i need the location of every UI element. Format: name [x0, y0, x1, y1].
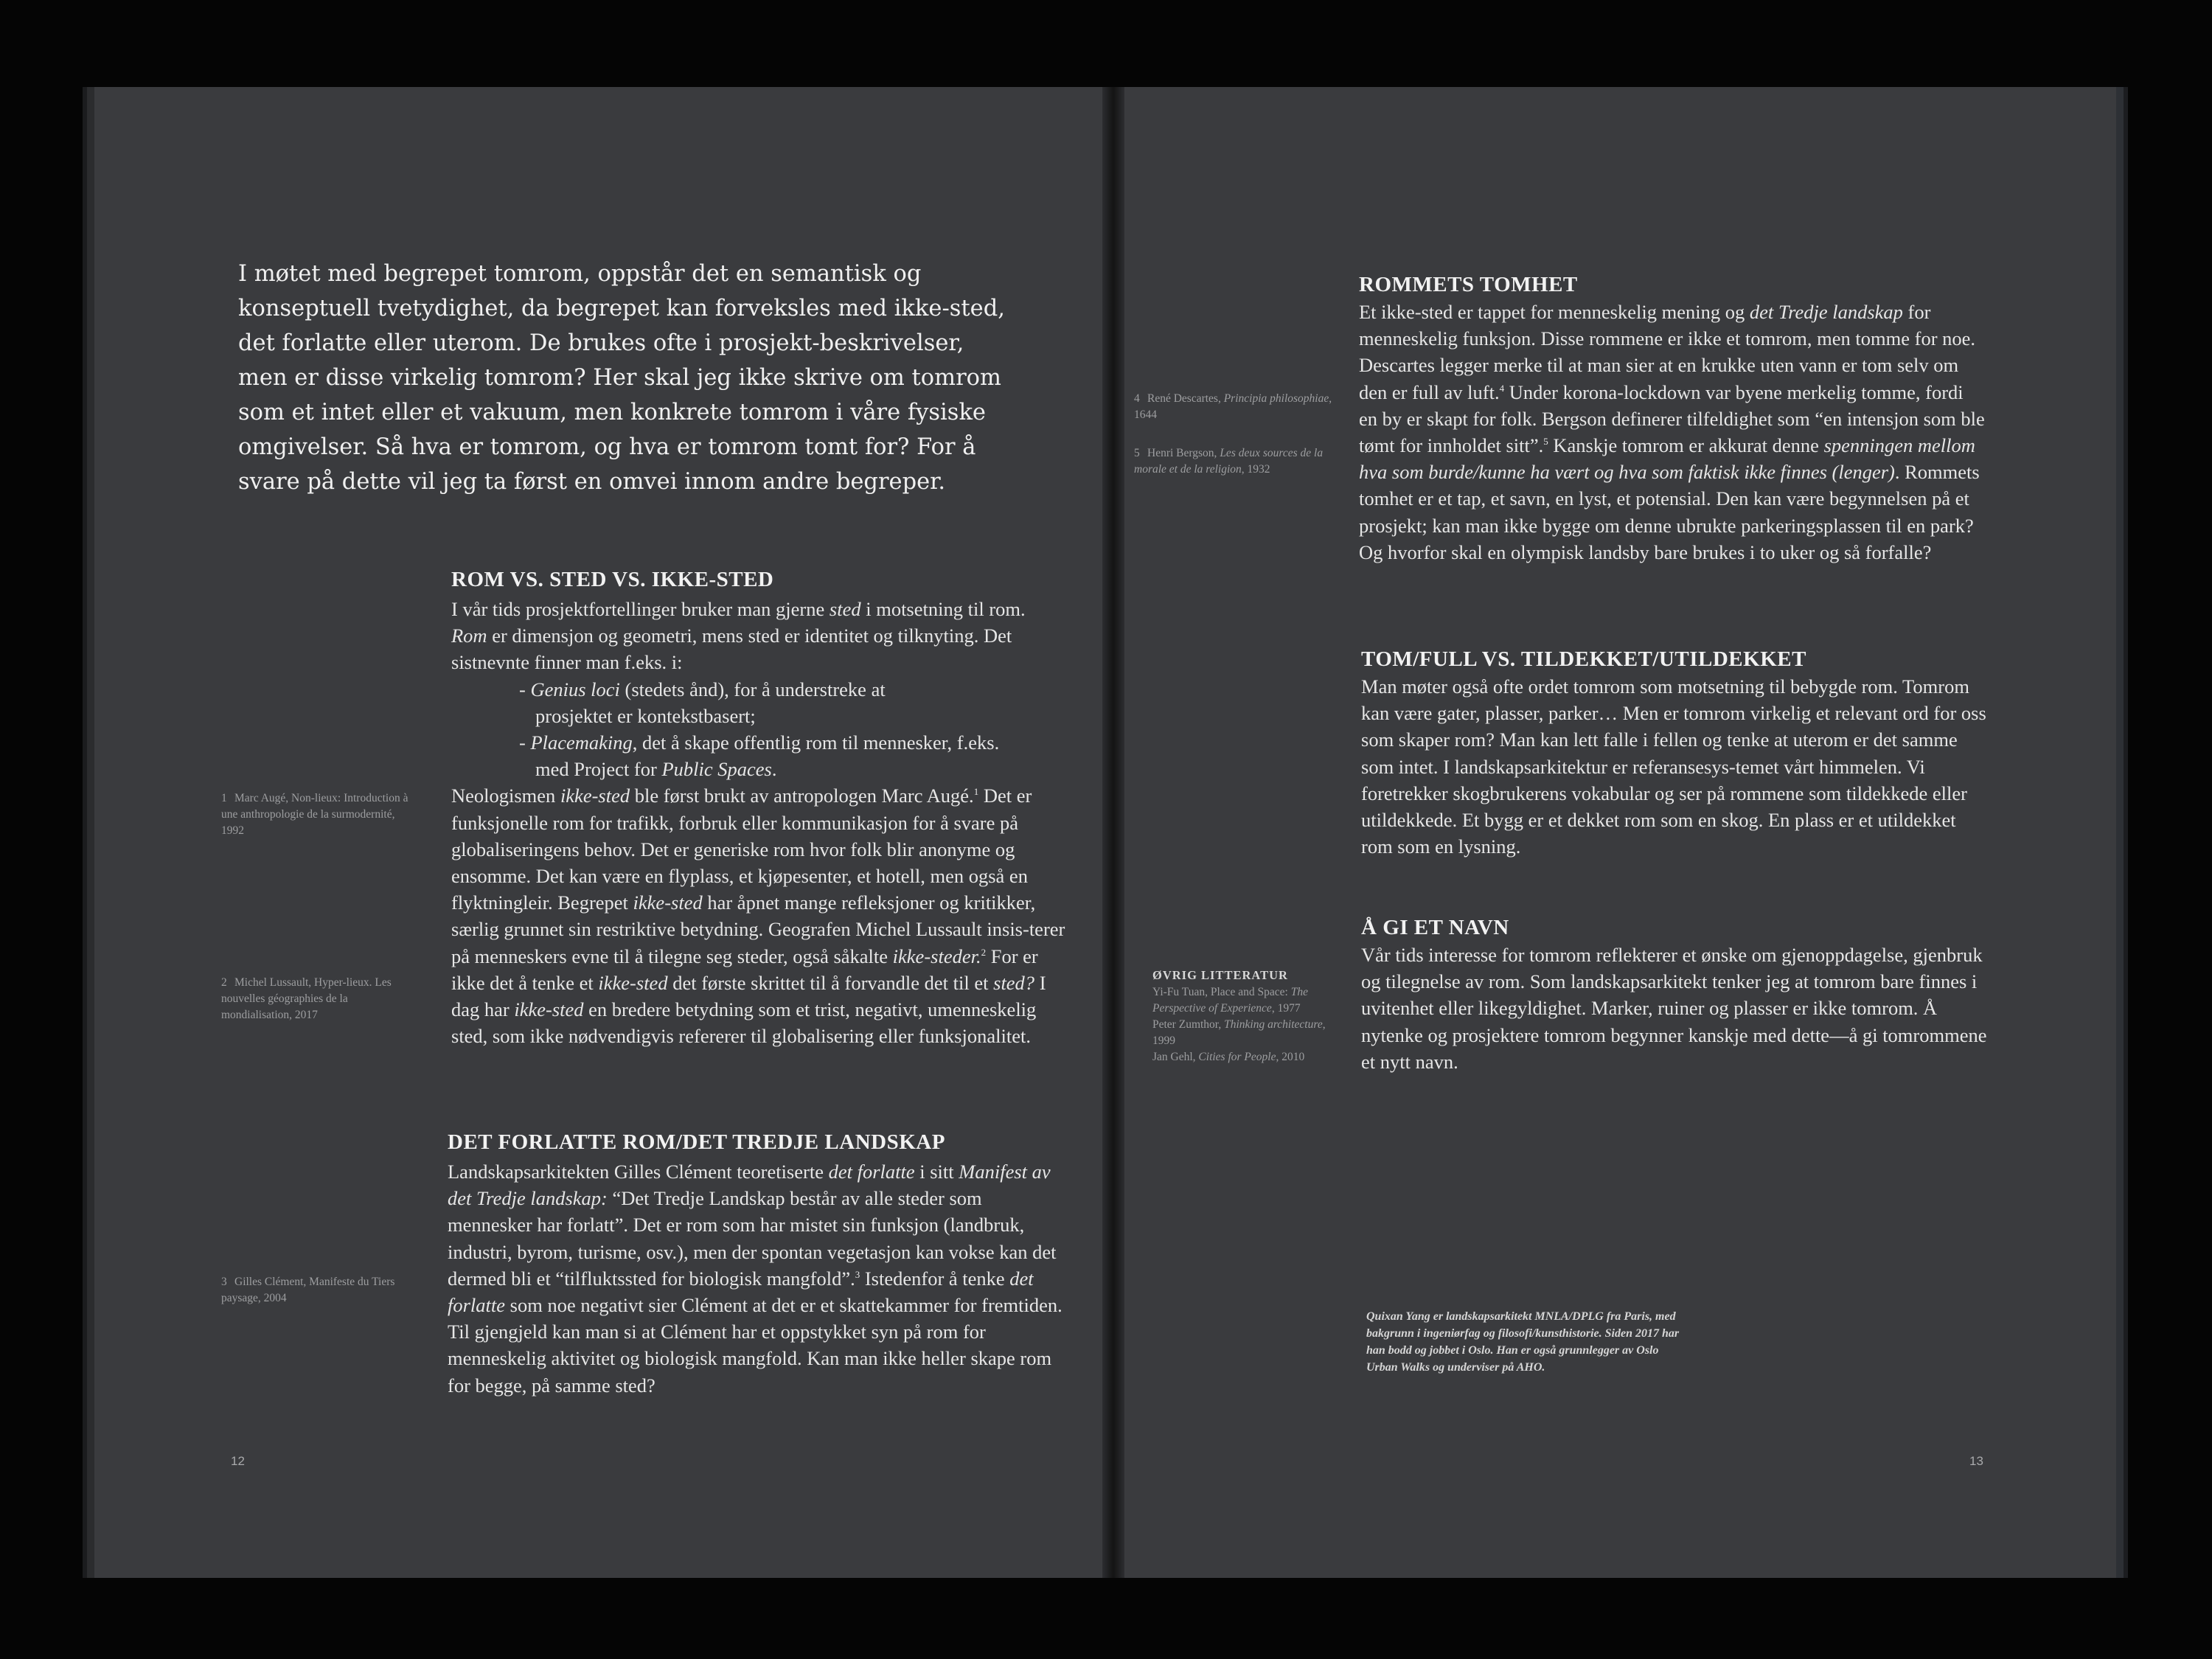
section-a-gi-et-navn: [1361, 916, 1988, 1075]
section-heading-a-gi-et-navn: Å GI ET NAVN: [1361, 916, 1509, 939]
section-det-forlatte: [448, 1130, 1071, 1399]
literature-item-2: Peter Zumthor, Thinking architecture, 1999: [1152, 1018, 1326, 1047]
footnote-5: 5 Henri Bergson, Les deux sources de la morale et de la religion, 1932: [1134, 447, 1324, 476]
intro-text: I møtet med begrepet tomrom, oppstår det en semantisk og konseptuell tvetydighet, da begrepet kan forveksles med ikke-sted, det forlatte eller uterom. De brukes ofte i prosjekt-beskrivelser, men er disse virkelig tomrom? Her skal jeg ikke skrive om tomrom som et intet eller et vakuum, men konkrete tomrom i våre fysiske omgivelser. Så hva er tomrom, og hva er tomrom tomt for? For å svare på dette vil jeg ta først en omvei innom andre begreper.: [238, 261, 1005, 495]
footnote-1: 1 Marc Augé, Non-lieux: Introduction à une anthropologie de la surmodernité, 1992: [221, 792, 408, 837]
footnote-4: 4 René Descartes, Principia philosophiae, 1644: [1134, 392, 1332, 421]
intro-paragraph: [238, 257, 1042, 499]
list-item-placemaking: - Placemaking, det å skape offentlig rom til mennesker, f.eks. med Project for Public Spaces.: [519, 731, 1000, 781]
section-body-tom-full: [1361, 673, 1988, 860]
author-bio: Quixan Yang er landskapsarkitekt MNLA/DPLG fra Paris, med bakgrunn i ingeniørfag og filosofi/kunsthistorie. Siden 2017 har han bodd og jobbet i Oslo. Han er også grunnlegger av Oslo Urban Walks og underviser på AHO.: [1366, 1310, 1680, 1374]
section-body-a-gi-et-navn: [1361, 942, 1988, 1075]
paragraph-6: Vår tids interesse for tomrom reflekterer et ønske om gjenoppdagelse, gjenbruk og tilegnelse av rom. Som landskapsarkitekt tenker jeg at tomrom bare finnes i uvitenhet eller likegyldighet. Marker, ruiner og plasser er ikke tomrom. Å nytenke og prosjektere tomrom begynner kanskje med dette—å gi tomrommene et nytt navn.: [1361, 944, 1987, 1073]
section-heading-rom-sted: ROM VS. STED VS. IKKE-STED: [451, 568, 774, 591]
section-heading-det-forlatte: DET FORLATTE ROM/DET TREDJE LANDSKAP: [448, 1130, 945, 1154]
section-body-rommets-tomhet: [1359, 299, 1986, 566]
page-number-right: 13: [1969, 1454, 1983, 1468]
paragraph-4: Et ikke-sted er tappet for menneskelig mening og det Tredje landskap for menneskelig funksjon. Disse rommene er ikke et tomrom, men tomme for noe. Descartes legger merke til at man sier at en krukke uten vann er tom selv om den er full av luft.$^4$ Under korona-lockdown var byene merkelig tomme, fordi en by er skapt for folk. Bergson definerer tilfeldighet som “en intensjon som ble tømt for innholdet sitt”.$^5$ Kanskje tomrom er akkurat denne spenningen mellom hva som burde/kunne ha vært og hva som faktisk ikke finnes (lenger). Rommets tomhet er et tap, et savn, en lyst, et potensial. Den kan være begynnelsen på et prosjekt; kan man ikke bygge om denne ubrukte parkeringsplassen til en park? Og hvorfor skal en olympisk landsby bare brukes i to uker og så forfalle?: [1359, 301, 1985, 563]
book-gutter: [1102, 87, 1124, 1578]
section-heading-rommets-tomhet: ROMMETS TOMHET: [1359, 273, 1578, 296]
paragraph-1: I vår tids prosjektfortellinger bruker man gjerne sted i motsetning til rom. Rom er dimensjon og geometri, mens sted er identitet og tilknyting. Det sistnevnte finner man f.eks. i:: [451, 598, 1026, 674]
literature-list: [1152, 968, 1329, 1065]
literature-heading: ØVRIG LITTERATUR: [1152, 968, 1288, 982]
paragraph-2: Neologismen ikke-sted ble først brukt av antropologen Marc Augé.$^1$ Det er funksjonelle rom for trafikk, forbruk eller kommunikasjon for å svare på globaliseringens behov. Det er generiske rom hvor folk blir anonyme og ensomme. Det kan være en flyplass, et kjøpesenter, et hotell, men også en flyktningleir. Begrepet ikke-sted har åpnet mange refleksjoner og kritikker, særlig grunnet sin restriktive betydning. Geografen Michel Lussault insis-terer på menneskers evne til å tilegne seg steder, også såkalte ikke-steder.$^2$ For er ikke det å tenke et ikke-sted det første skrittet til å forvandle det til et sted? I dag har ikke-sted en bredere betydning som et trist, negativt, umenneskelig sted, som ikke nødvendigvis refererer til globalisering eller funksjonalitet.: [451, 785, 1065, 1048]
section-rommets-tomhet: [1359, 273, 1986, 566]
list-item-genius-loci: - Genius loci (stedets ånd), for å understreke at prosjektet er kontekstbasert;: [519, 678, 886, 727]
paragraph-5: Man møter også ofte ordet tomrom som motsetning til bebygde rom. Tomrom kan være gater, plasser, parker… Men er tomrom virkelig et relevant ord for oss som skaper rom? Man kan lett falle i fellen og tenke at uterom er det samme som intet. I landskapsarkitektur er referansesys-temet vårt himmelen. Vi foretrekker skogbrukerens vokabular og ser på rommene som tildekkede eller utildekkede. Et bygg er et dekket rom som en skog. En plass er et utildekket rom som en lysning.: [1361, 675, 1986, 858]
section-body-rom-sted: [451, 596, 1071, 1049]
footnote-3: 3 Gilles Clément, Manifeste du Tiers paysage, 2004: [221, 1276, 395, 1304]
section-tom-full: [1361, 647, 1988, 860]
literature-item-3: Jan Gehl, Cities for People, 2010: [1152, 1051, 1305, 1063]
paragraph-3: Landskapsarkitekten Gilles Clément teoretiserte det forlatte i sitt Manifest av det Tredje landskap: “Det Tredje Landskap består av alle steder som mennesker har forlatt”. Det er rom som har mistet sin funksjon (landbruk, industri, byrom, turisme, osv.), men der spontan vegetasjon kan vokse kan det dermed bli et “tilfluktssted for biologisk mangfold”.$^3$ Istedenfor å tenke det forlatte som noe negativt sier Clément at det er et skattekammer for fremtiden. Til gjengjeld kan man si at Clément har et oppstykket syn på rom for menneskelig aktivitet og biologisk mangfold. Kan man ikke heller skape rom for begge, på samme sted?: [448, 1161, 1062, 1397]
section-body-det-forlatte: [448, 1158, 1071, 1399]
section-heading-tom-full: TOM/FULL VS. TILDEKKET/UTILDEKKET: [1361, 647, 1806, 671]
footnote-2: 2 Michel Lussault, Hyper-lieux. Les nouvelles géographies de la mondialisation, 2017: [221, 976, 392, 1021]
page-number-left: 12: [231, 1454, 245, 1468]
literature-item-1: Yi-Fu Tuan, Place and Space: The Perspective of Experience, 1977: [1152, 986, 1308, 1015]
section-rom-sted: [451, 568, 1071, 1049]
